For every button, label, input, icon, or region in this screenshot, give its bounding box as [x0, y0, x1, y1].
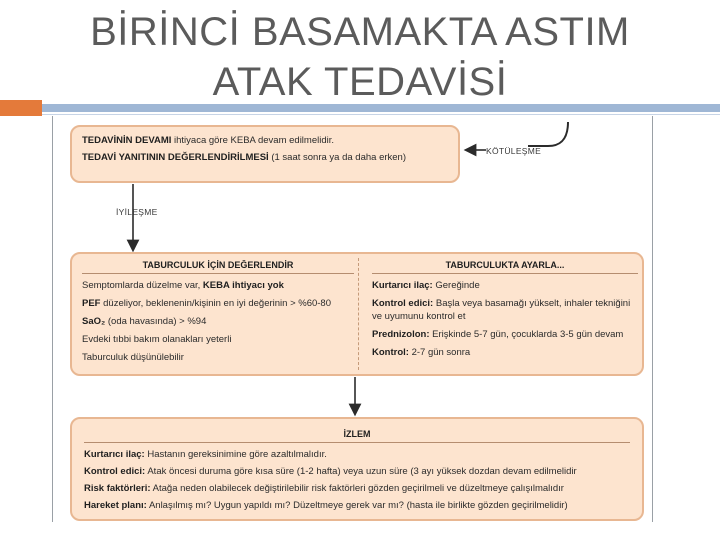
followup-title: İZLEM	[343, 429, 371, 439]
list-item	[84, 466, 630, 477]
response-evaluation-text: (1 saat sonra ya da daha erken)	[268, 152, 406, 163]
item-text: Başla veya basamağı yükselt, inhaler tekniğini	[433, 298, 631, 309]
item-bold: PEF	[82, 298, 101, 309]
figure-right-border	[652, 116, 653, 522]
accent-bar-rule	[42, 114, 720, 115]
accent-bar-orange	[0, 100, 42, 116]
divider	[372, 273, 638, 274]
item-bold: KEBA ihtiyacı yok	[202, 280, 284, 291]
divider	[82, 273, 354, 274]
item-text: Atağa neden olabilecek değiştirilebilir risk faktörleri gözden geçirilmeli ve düzeltmeye çalışılmalıdır	[150, 483, 564, 494]
list-item	[82, 352, 354, 363]
accent-bar-blue	[42, 104, 720, 112]
continue-treatment-line	[82, 135, 448, 146]
discharge-adjust-title: TABURCULUKTA AYARLA...	[445, 260, 565, 270]
item-bold: Risk faktörleri:	[84, 483, 151, 494]
item-text: 2-7 gün sonra	[408, 347, 471, 358]
slide-title-line-2: ATAK TEDAVİSİ	[212, 60, 508, 104]
item-text: Erişkinde 5-7 gün, çocuklarda 3-5 gün devam	[429, 329, 624, 340]
item-text: Atak öncesi duruma göre kısa süre (1-2 hafta) veya uzun süre (3 ayı yüksek dozdan devam edilmelidir	[145, 466, 577, 477]
list-item	[82, 280, 354, 291]
discharge-assessment-title: TABURCULUK İÇİN DEĞERLENDİR	[142, 260, 294, 270]
divider	[84, 442, 630, 443]
figure-left-border	[52, 116, 53, 522]
item-bold: SaO₂	[82, 316, 106, 327]
item-text: (oda havasında) > %94	[105, 316, 207, 327]
list-item	[84, 483, 630, 494]
item-bold: Kontrol:	[372, 347, 409, 358]
continue-treatment-text: ihtiyaca göre KEBA devam edilmelidir.	[171, 135, 335, 146]
continue-treatment-heading: TEDAVİNİN DEVAMI	[82, 135, 172, 146]
item-bold: Kurtarıcı ilaç:	[372, 280, 433, 291]
list-item	[84, 500, 630, 511]
item-bold: Kontrol edici:	[372, 298, 434, 309]
discharge-adjust-column	[372, 260, 638, 370]
item-text: Taburculuk düşünülebilir	[82, 352, 184, 363]
list-item	[372, 280, 638, 291]
list-item	[82, 298, 354, 309]
item-text: Hastanın gereksinimine göre azaltılmalıdır.	[144, 449, 327, 460]
item-prefix: Semptomlarda düzelme var,	[82, 280, 203, 291]
list-item	[372, 347, 638, 358]
improvement-label: İYİLEŞME	[116, 207, 158, 217]
followup-box	[70, 417, 644, 521]
item-bold: Prednizolon:	[372, 329, 430, 340]
slide-title-line-1: BİRİNCİ BASAMAKTA ASTIM	[90, 10, 630, 54]
response-evaluation-line	[82, 152, 448, 163]
item-bold: Kurtarıcı ilaç:	[84, 449, 145, 460]
item-text: düzeliyor, beklenenin/kişinin en iyi değerinin > %60-80	[100, 298, 332, 309]
response-evaluation-heading: TEDAVİ YANITININ DEĞERLENDİRİLMESİ	[82, 152, 269, 163]
list-item	[372, 298, 638, 309]
discharge-assessment-column	[82, 260, 354, 370]
column-divider	[358, 258, 359, 370]
list-item	[372, 311, 638, 322]
item-bold: Kontrol edici:	[84, 466, 146, 477]
list-item	[82, 316, 354, 327]
continue-treatment-box	[70, 125, 460, 183]
worsening-label: KÖTÜLEŞME	[486, 146, 542, 156]
item-bold: Hareket planı:	[84, 500, 147, 511]
item-text: ve uyumunu kontrol et	[372, 311, 466, 322]
list-item	[84, 449, 630, 460]
item-text: Anlaşılmış mı? Uygun yapıldı mı? Düzeltmeye gerek var mı? (hasta ile birlikte gözden geçirilmelidir)	[146, 500, 568, 511]
item-text: Evdeki tıbbi bakım olanakları yeterli	[82, 334, 232, 345]
item-text: Gereğinde	[432, 280, 480, 291]
worsening-arrow	[528, 122, 568, 146]
list-item	[372, 329, 638, 340]
discharge-box	[70, 252, 644, 376]
list-item	[82, 334, 354, 345]
